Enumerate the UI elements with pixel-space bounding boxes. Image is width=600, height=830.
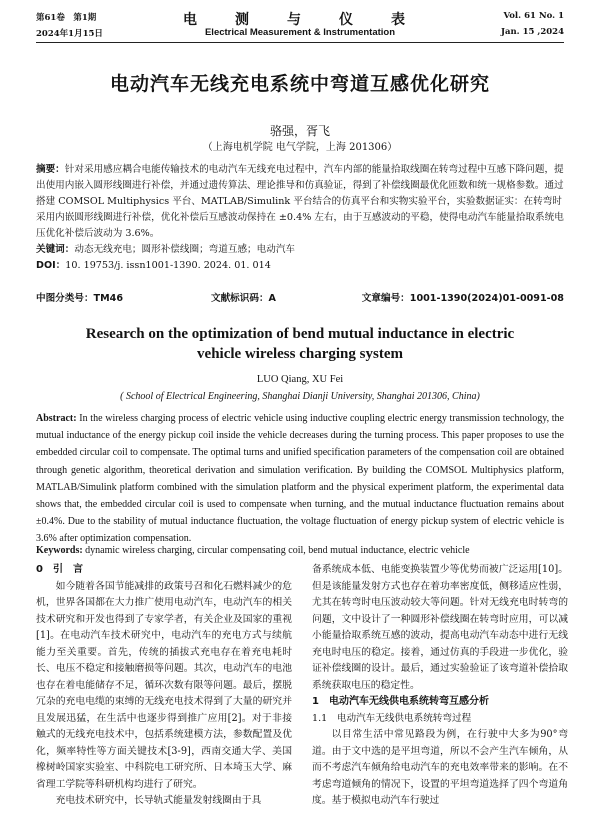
keywords-en-label: Keywords: <box>36 545 83 556</box>
issue-date-cn: 2024年1月15日 <box>36 29 103 39</box>
keywords-cn-label: 关键词： <box>36 244 75 255</box>
abstract-cn-label: 摘要： <box>36 164 65 175</box>
title-cn: 电动汽车无线充电系统中弯道互感优化研究 <box>109 73 490 95</box>
volume-issue: 第61卷 第1期 <box>36 13 97 23</box>
abstract-en-text: In the wireless charging process of electric vehicle using inductive coupling electric energy transmission technology, the mutual inductance of the energy pickup coil inside the vehicle decreases during the turning process. This paper proposes to use the embedded circular coil to compensate. The optimal turns and unified specification parameters of the compensation coil are obtained through genetic algorithm, theoretical derivation and simulation verification. By building the COMSOL Multiphysics platform, MATLAB/Simulink platform combined with the simulation platform and the physical experiment platform, the experimental data shows that, the embedded circular coil is used to compensate when turning, and the mutual inductance fluctuation remains about ±0.4%. Due to the stability of mutual inductance fluctuation, the voltage fluctuation of energy pickup system of electric vehicle is 3.6% after optimization compensation. <box>36 413 564 545</box>
keywords-cn <box>36 242 564 258</box>
body-column-right <box>312 562 568 810</box>
section-0-heading: 0 引 言 <box>36 564 83 575</box>
keywords-cn-text: 动态无线充电；圆形补偿线圈；弯道互感；电动汽车 <box>74 244 296 255</box>
volume-en: Vol. 61 No. 1 <box>503 11 564 21</box>
abstract-cn-block <box>36 162 564 274</box>
header-rule <box>36 42 564 43</box>
affiliation-cn: （上海电机学院 电气学院，上海 201306） <box>202 142 398 153</box>
title-en <box>0 324 600 364</box>
clc-number: 中图分类号：TM46 <box>36 293 124 304</box>
keywords-en <box>36 545 564 556</box>
classification-row <box>36 290 564 306</box>
title-en-line2: vehicle wireless charging system <box>197 346 403 362</box>
section-0-paragraph-2: 充电技术研究中，长导轨式能量发射线圈由于具 <box>55 795 262 806</box>
issue-date-en: Jan. 15 ,2024 <box>500 27 564 37</box>
section-1-heading: 1 电动汽车无线供电系统转弯互感分析 <box>312 696 489 707</box>
affiliation-en: ( School of Electrical Engineering, Shanghai Dianji University, Shanghai 201306, China) <box>120 391 480 402</box>
abstract-cn <box>36 162 564 242</box>
keywords-en-text: dynamic wireless charging, circular compensating coil, bend mutual inductance, electric vehicle <box>85 545 470 556</box>
title-en-line1: Research on the optimization of bend mutual inductance in electric <box>85 326 515 342</box>
abstract-en <box>36 410 564 548</box>
article-number: 文章编号：1001-1390(2024)01-0091-08 <box>361 293 564 304</box>
section-1-1-heading: 1.1 电动汽车无线供电系统转弯过程 <box>312 712 472 724</box>
journal-name-cn: 电 测 与 仪 表 <box>183 12 417 28</box>
running-header <box>36 10 564 40</box>
body-column-left <box>36 562 292 810</box>
journal-name-en: Electrical Measurement & Instrumentation <box>204 27 396 38</box>
abstract-cn-text: 针对采用感应耦合电能传输技术的电动汽车无线充电过程中，汽车内部的能量拾取线圈在转弯过程中互感下降问题，提出使用内嵌入圆形线圈进行补偿，并通过遗传算法、理论推导和仿真验证，得到了补偿线圈最优化匝数和统一规格参数。通过搭建 COMSOL Multiphysics 平台、MATLAB/Simulink 平台结合的仿真平台和实物实验平台，实验数据证实：在转弯时采用内嵌圆形线圈进行补偿，优化补偿后互感波动保持在 ±0.4% 左右，由于互感波动的平稳，使得电动汽车能量拾取系统电压优化补偿后波动为 3.6%。 <box>36 164 564 239</box>
authors-en: LUO Qiang, XU Fei <box>256 374 344 385</box>
document-code: 文献标识码：A <box>211 293 276 304</box>
doi-text: 10. 19753/j. issn1001-1390. 2024. 01. 014 <box>65 260 271 271</box>
section-1-paragraph-1: 以目常生活中常见路段为例，在行驶中大多为90°弯道。由于文中选的是平坦弯道，所以不会产生汽车倾角，从而不考虑汽车倾角给电动汽车的充电效率带来的影响。在不考虑弯道倾角的情况下，设置的平坦弯道选择了四个弯道角度。基于模拟电动汽车行驶过 <box>312 729 568 806</box>
abstract-en-label: Abstract: <box>36 413 77 424</box>
section-0-paragraph-1: 如今随着各国节能减排的政策号召和化石燃料减少的危机，世界各国都在大力推广使用电动汽车，电动汽车的相关技术研究和开发也得到了专家学者，有关企业及国家的重视[1]。在电动汽车技术研究中，电动汽车的充电方式与续航能力至关重要。首先，传统的插拔式充电存在着充电耗时长、电压不稳定和接触磨损等问题。其次，电动汽车的电池也存在着电能储存不足，循环次数有限等问题。最后，摆脱冗杂的充电电缆的束缚的无线充电技术得到了大量的研究并且发展迅猛，在生活中也逐步得到推广应用[2]。对于非接触式的无线充电技术中，包括系统建模方法，参数配置及优化，频率特性等方面关键技术[3-9]，西南交通大学、美国橡树岭国家实验室、中科院电工研究所、日本埼玉大学、麻省理工学院等科研机构均进行了研究。 <box>36 580 292 790</box>
authors-cn: 骆强，胥飞 <box>269 124 330 138</box>
doi <box>36 258 564 274</box>
doi-label: DOI： <box>36 260 66 271</box>
section-0-paragraph-3: 备系统成本低、电能变换装置少等优势而被广泛运用[10]。但是该能量发射方式也存在着功率密度低，侧移适应性弱，尤其在转弯时电压波动较大等问题。针对无线充电时转弯的问题，文中设计了一种圆形补偿线圈在转弯时应用，可以减小能量拾取系统互感的波动，提高电动汽车动态中进行无线充电时电压的稳定。接着，通过仿真的手段进一步优化，验证补偿线圈的设计。最后，通过实验验证了该弯道补偿拾取系统获取电压的稳定性。 <box>312 564 568 691</box>
